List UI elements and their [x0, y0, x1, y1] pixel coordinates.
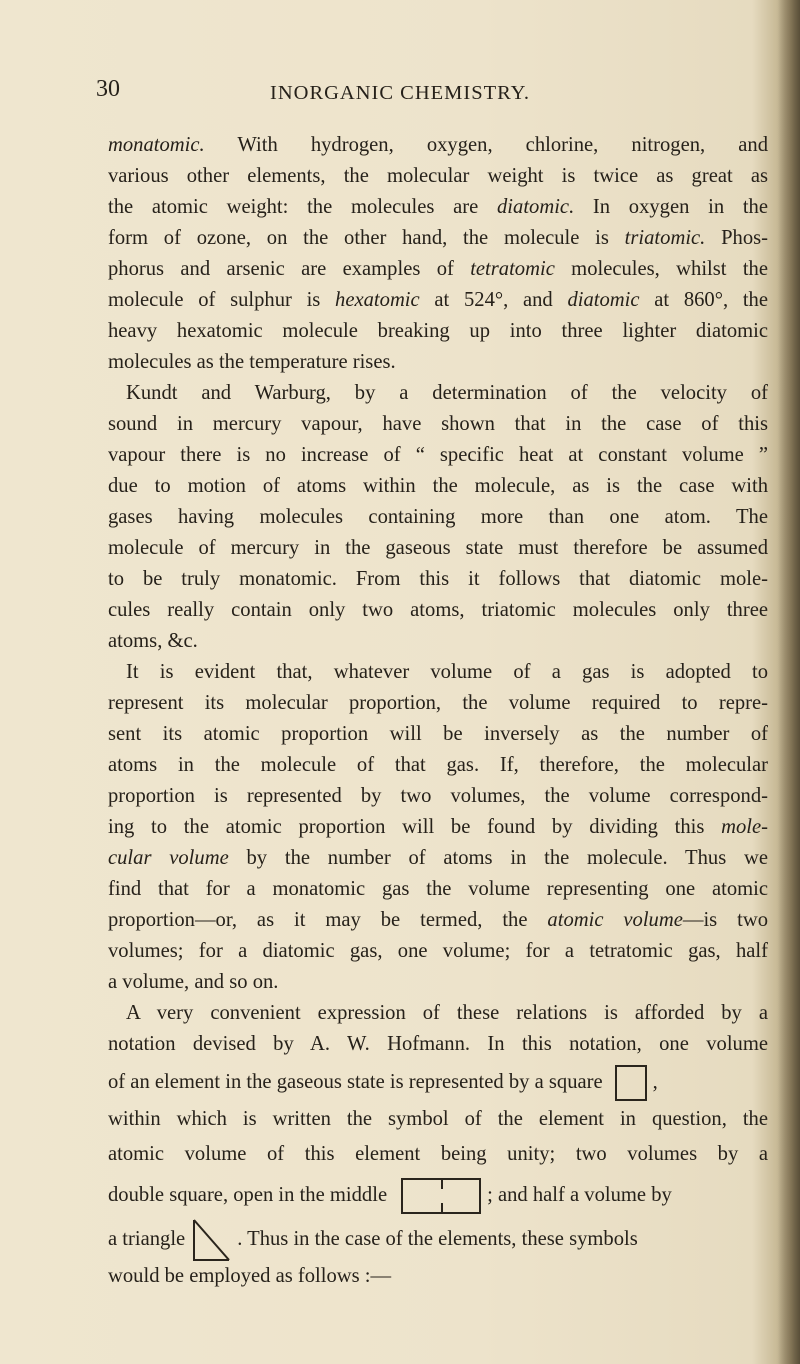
body-text [108, 130, 768, 1292]
running-title: INORGANIC CHEMISTRY. [270, 82, 530, 104]
text-line: ing to the atomic proportion will be found by dividing this mole- [108, 816, 768, 838]
text-line: It is evident that, whatever volume of a gas is adopted to [126, 661, 768, 683]
double-square-icon [401, 1178, 481, 1214]
text-line: due to motion of atoms within the molecule, as is the case with [108, 475, 768, 497]
text-line: atoms, &c. [108, 630, 198, 652]
page-edge-shadow [778, 0, 800, 1364]
text-line: vapour there is no increase of “ specific heat at constant volume ” [108, 444, 768, 466]
text-line: molecules as the temperature rises. [108, 351, 396, 373]
text-line: to be truly monatomic. From this it follows that diatomic mole- [108, 568, 768, 590]
text-line: gases having molecules containing more than one atom. The [108, 506, 768, 528]
text-line: sound in mercury vapour, have shown that in the case of this [108, 413, 768, 435]
text-line: cules really contain only two atoms, triatomic molecules only three [108, 599, 768, 621]
text-line: represent its molecular proportion, the volume required to repre- [108, 692, 768, 714]
text-line: molecule of mercury in the gaseous state must therefore be assumed [108, 537, 768, 559]
text-line: atoms in the molecule of that gas. If, therefore, the molecular [108, 754, 768, 776]
text-line: Kundt and Warburg, by a determination of the velocity of [126, 382, 768, 404]
text-line: volumes; for a diatomic gas, one volume; for a tetratomic gas, half [108, 940, 768, 962]
text-line: proportion is represented by two volumes, the volume correspond- [108, 785, 768, 807]
text-line: cular volume by the number of atoms in the molecule. Thus we [108, 847, 769, 869]
text-line: proportion—or, as it may be termed, the atomic volume—is two [108, 909, 768, 931]
text-line: form of ozone, on the other hand, the molecule is triatomic. Phos- [108, 227, 769, 249]
text-line: within which is written the symbol of the element in question, the [108, 1108, 768, 1130]
square-icon [615, 1065, 647, 1101]
text-line: phorus and arsenic are examples of tetratomic molecules, whilst the [108, 258, 768, 280]
page-number: 30 [96, 76, 120, 102]
text-line: monatomic. With hydrogen, oxygen, chlorine, nitrogen, and [108, 134, 768, 156]
text-line: atomic volume of this element being unity; two volumes by a [108, 1143, 768, 1165]
text-line: molecule of sulphur is hexatomic at 524°, and diatomic at 860°, the [108, 289, 768, 311]
text-line: the atomic weight: the molecules are diatomic. In oxygen in the [108, 196, 768, 218]
text-line: a volume, and so on. [108, 971, 279, 993]
text-line: sent its atomic proportion will be inversely as the number of [108, 723, 768, 745]
text-line: double square, open in the middle ; and half a volume by [108, 1173, 768, 1217]
text-line: various other elements, the molecular weight is twice as great as [108, 165, 768, 187]
text-line: a triangle . Thus in the case of the elements, these symbols [108, 1217, 768, 1261]
text-line: A very convenient expression of these relations is afforded by a [126, 1002, 768, 1024]
text-line: heavy hexatomic molecule breaking up into three lighter diatomic [108, 320, 768, 342]
text-line: find that for a monatomic gas the volume representing one atomic [108, 878, 768, 900]
text-line: notation devised by A. W. Hofmann. In this notation, one volume [108, 1033, 768, 1055]
text-line: of an element in the gaseous state is represented by a square , [108, 1060, 768, 1104]
text-line: would be employed as follows :— [108, 1265, 392, 1287]
triangle-icon [191, 1218, 231, 1262]
